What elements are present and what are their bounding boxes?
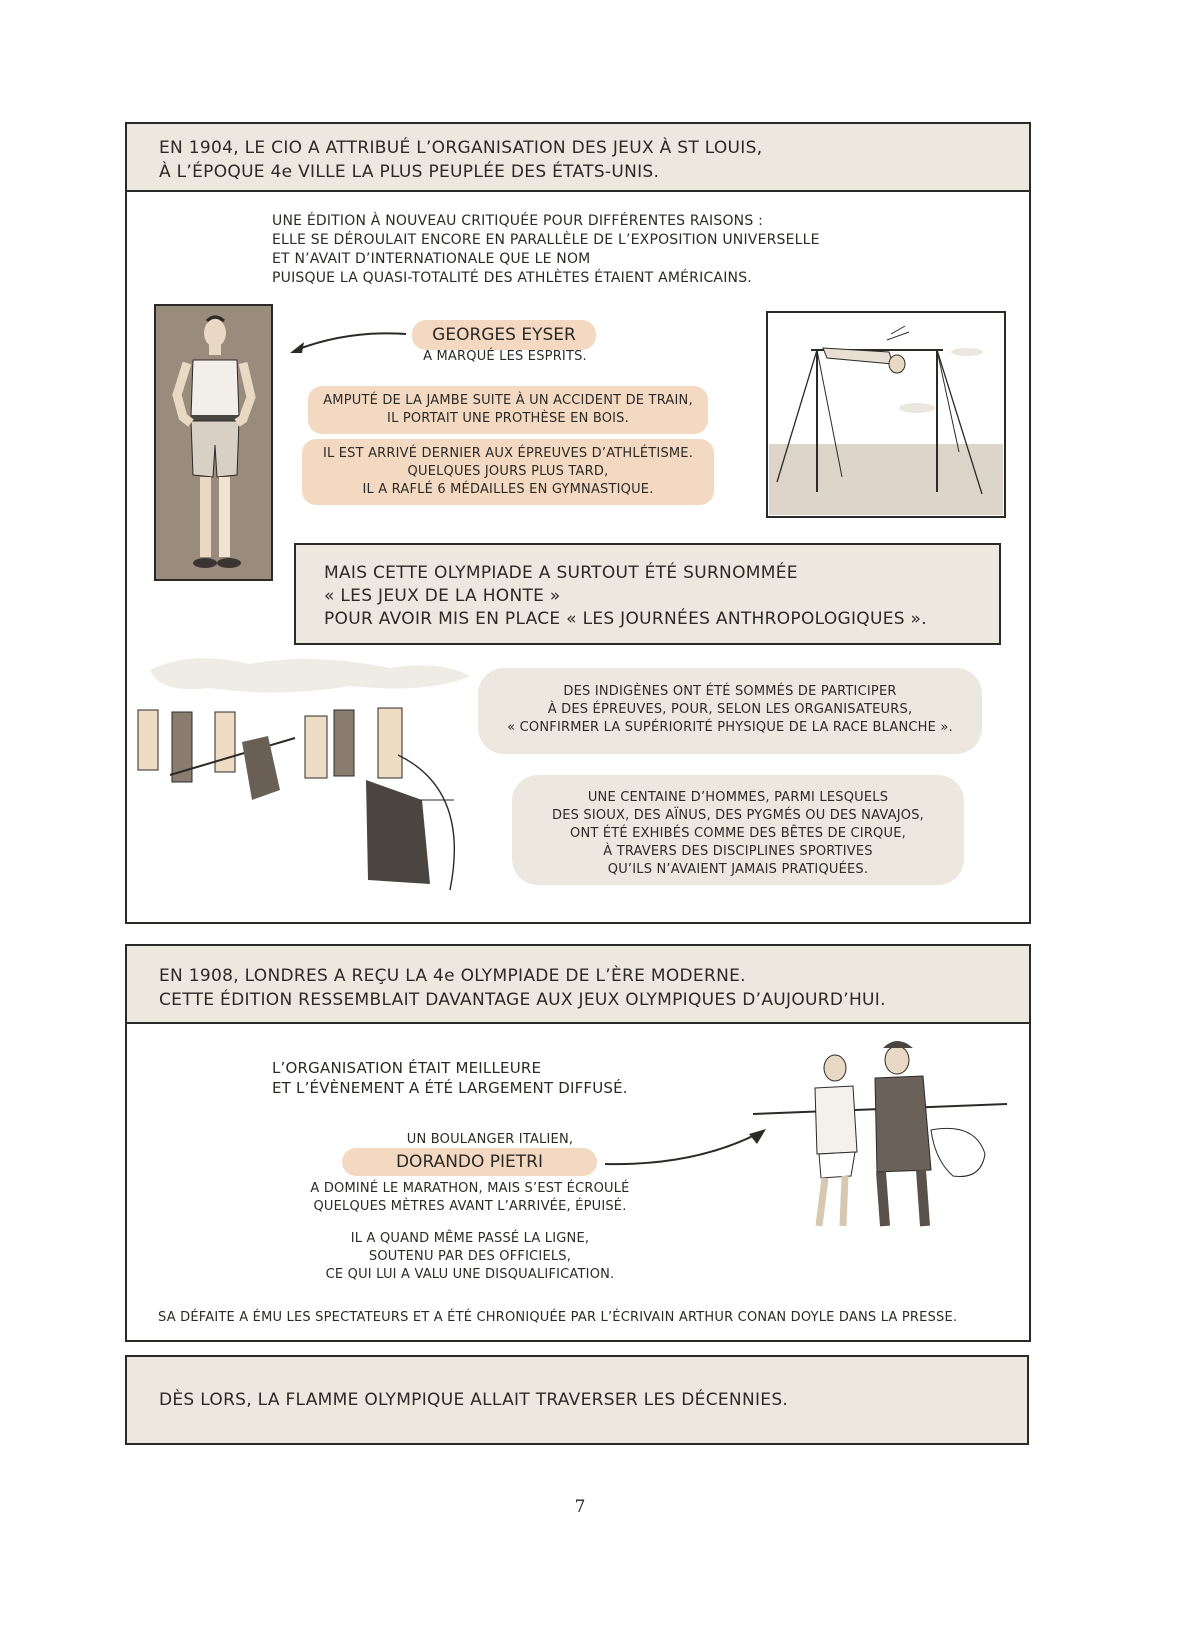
pietri-line: SOUTENU PAR DES OFFICIELS, [368, 1249, 572, 1264]
bubble-line: DES INDIGÈNES ONT ÉTÉ SOMMÉS DE PARTICIPER [563, 684, 897, 699]
fact-line: QUELQUES JOURS PLUS TARD, [407, 464, 609, 479]
eyser-name: GEORGES EYSER [432, 325, 576, 345]
intro-line: L’ORGANISATION ÉTAIT MEILLEURE [272, 1059, 542, 1077]
bubble-centaine-text [512, 789, 964, 879]
page-number: 7 [574, 1497, 586, 1517]
fact-line: IL A RAFLÉ 6 MÉDAILLES EN GYMNASTIQUE. [362, 482, 654, 497]
final-caption [125, 1355, 1029, 1445]
anthropology-days-illustration [130, 650, 490, 900]
fact-amputation [308, 392, 708, 428]
pietri-pre: UN BOULANGER ITALIEN, [406, 1132, 574, 1147]
caption-1904 [125, 122, 1031, 192]
caption-line: EN 1908, LONDRES A REÇU LA 4e OLYMPIADE DE L’ÈRE MODERNE. [159, 966, 746, 986]
eyser-sub: A MARQUÉ LES ESPRITS. [423, 349, 587, 364]
bubble-line: ONT ÉTÉ EXHIBÉS COMME DES BÊTES DE CIRQUE, [570, 826, 906, 841]
shame-box [294, 543, 1001, 645]
final-caption-text: DÈS LORS, LA FLAMME OLYMPIQUE ALLAIT TRAVERSER LES DÉCENNIES. [159, 1390, 789, 1410]
pietri-name: DORANDO PIETRI [395, 1152, 544, 1172]
pietri-finish-illustration [745, 1030, 1015, 1240]
pietri-line: QUELQUES MÈTRES AVANT L’ARRIVÉE, ÉPUISÉ. [313, 1199, 627, 1214]
pietri-line-text [280, 1230, 660, 1284]
shame-line: MAIS CETTE OLYMPIADE A SURTOUT ÉTÉ SURNOMMÉE [324, 563, 798, 583]
pietri-line: A DOMINÉ LE MARATHON, MAIS S’EST ÉCROULÉ [310, 1181, 630, 1196]
intro-1904 [272, 212, 820, 288]
doyle-text: SA DÉFAITE A ÉMU LES SPECTATEURS ET A ÉTÉ CHRONIQUÉE PAR L’ÉCRIVAIN ARTHUR CONAN DOYLE DANS LA PRESSE. [158, 1310, 958, 1325]
intro-line: UNE ÉDITION À NOUVEAU CRITIQUÉE POUR DIFFÉRENTES RAISONS : [272, 213, 764, 229]
intro-line: PUISQUE LA QUASI-TOTALITÉ DES ATHLÈTES ÉTAIENT AMÉRICAINS. [272, 270, 752, 286]
caption-line: EN 1904, LE CIO A ATTRIBUÉ L’ORGANISATION DES JEUX À ST LOUIS, [159, 138, 763, 158]
bubble-line: À DES ÉPREUVES, POUR, SELON LES ORGANISATEURS, [547, 702, 913, 717]
fact-line: IL EST ARRIVÉ DERNIER AUX ÉPREUVES D’ATHLÉTISME. [322, 446, 694, 461]
bubble-line: « CONFIRMER LA SUPÉRIORITÉ PHYSIQUE DE LA RACE BLANCHE ». [507, 720, 953, 735]
bubble-line: DES SIOUX, DES AÏNUS, DES PYGMÉS OU DES NAVAJOS, [552, 808, 924, 823]
eyser-portrait-illustration [155, 305, 272, 580]
bubble-line: QU’ILS N’AVAIENT JAMAIS PRATIQUÉES. [607, 862, 869, 877]
pietri-line: IL A QUAND MÊME PASSÉ LA LIGNE, [350, 1231, 590, 1246]
pietri-desc [280, 1180, 660, 1216]
intro-line: ELLE SE DÉROULAIT ENCORE EN PARALLÈLE DE L’EXPOSITION UNIVERSELLE [272, 232, 820, 248]
intro-1908 [272, 1058, 628, 1098]
fact-line: AMPUTÉ DE LA JAMBE SUITE À UN ACCIDENT DE TRAIN, [323, 393, 693, 408]
intro-line: ET L’ÉVÈNEMENT A ÉTÉ LARGEMENT DIFFUSÉ. [272, 1079, 628, 1097]
fact-line: IL PORTAIT UNE PROTHÈSE EN BOIS. [387, 411, 629, 426]
shame-line: POUR AVOIR MIS EN PLACE « LES JOURNÉES ANTHROPOLOGIQUES ». [324, 609, 927, 629]
caption-line: CETTE ÉDITION RESSEMBLAIT DAVANTAGE AUX JEUX OLYMPIQUES D’AUJOURD’HUI. [159, 990, 886, 1010]
caption-line: À L’ÉPOQUE 4e VILLE LA PLUS PEUPLÉE DES ÉTATS-UNIS. [159, 162, 660, 182]
fact-medals [302, 445, 714, 499]
intro-line: ET N’AVAIT D’INTERNATIONALE QUE LE NOM [272, 251, 591, 267]
bubble-line: UNE CENTAINE D’HOMMES, PARMI LESQUELS [587, 790, 889, 805]
pietri-line: CE QUI LUI A VALU UNE DISQUALIFICATION. [325, 1267, 615, 1282]
gymnast-high-bar-illustration [767, 312, 1005, 517]
bubble-line: À TRAVERS DES DISCIPLINES SPORTIVES [603, 844, 873, 859]
bubble-indigenes-text [478, 683, 982, 737]
shame-line: « LES JEUX DE LA HONTE » [324, 586, 561, 606]
caption-1908 [125, 944, 1031, 1024]
